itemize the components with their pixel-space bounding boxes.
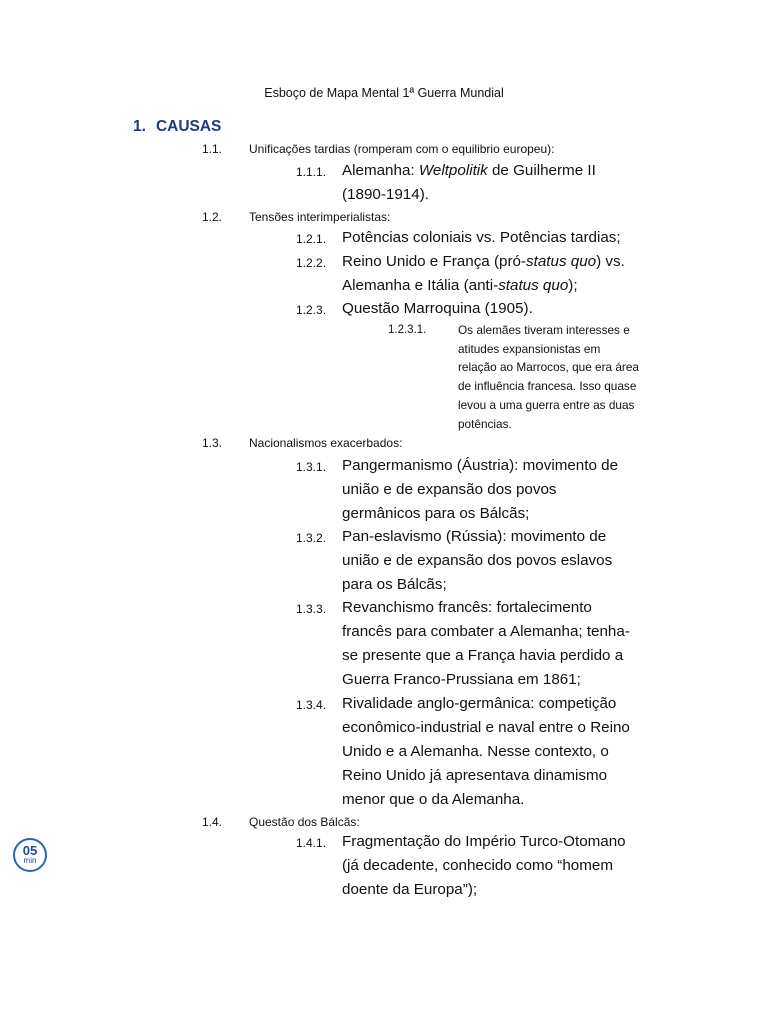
text-line: Fragmentação do Império Turco-Otomano: [342, 833, 626, 850]
text-line: Rivalidade anglo-germânica: competição: [342, 695, 617, 712]
subitem-text: [342, 250, 664, 298]
subsubitem-text: [458, 321, 663, 433]
text-italic: status quo: [498, 277, 569, 294]
subitem-text: Questão Marroquina (1905).: [342, 300, 533, 317]
text-line: germânicos para os Bálcãs;: [342, 505, 530, 522]
document-title: Esboço de Mapa Mental 1ª Guerra Mundial: [264, 86, 504, 100]
text-line: união e de expansão dos povos eslavos: [342, 552, 613, 569]
subitem-text: [342, 525, 664, 597]
text-line: Guerra Franco-Prussiana em 1861;: [342, 671, 581, 688]
item-label: Tensões interimperialistas:: [249, 210, 391, 224]
subitem-number: 1.3.3.: [296, 602, 327, 616]
text-line: Pan-eslavismo (Rússia): movimento de: [342, 528, 607, 545]
text-line: atitudes expansionistas em: [458, 341, 601, 356]
text-line: para os Bálcãs;: [342, 576, 447, 593]
text-segment: );: [568, 277, 578, 294]
text-italic: status quo: [526, 253, 597, 270]
subitem-text: [342, 692, 664, 812]
text-line: menor que o da Alemanha.: [342, 791, 525, 808]
text-line: doente da Europa”);: [342, 881, 478, 898]
text-line: se presente que a França havia perdido a: [342, 647, 624, 664]
subitem-number: 1.1.1.: [296, 165, 327, 179]
section-number: 1.: [133, 118, 146, 135]
reading-time-badge[interactable]: [13, 838, 47, 872]
item-number: 1.4.: [202, 815, 223, 829]
subitem-text: Potências coloniais vs. Potências tardias;: [342, 229, 621, 246]
subitem-text: [342, 159, 664, 207]
item-number: 1.2.: [202, 210, 223, 224]
text-line: Revanchismo francês: fortalecimento: [342, 599, 592, 616]
subitem-number: 1.3.2.: [296, 531, 327, 545]
text-line: Pangermanismo (Áustria): movimento de: [342, 457, 619, 474]
subsubitem-number: 1.2.3.1.: [388, 324, 427, 336]
section-heading: [133, 118, 221, 136]
text-italic: Weltpolitik: [418, 162, 488, 179]
subitem-text: [342, 596, 664, 692]
text-segment: ) vs.: [596, 253, 625, 270]
text-line: (1890-1914).: [342, 186, 429, 203]
text-line: (já decadente, conhecido como “homem: [342, 857, 613, 874]
text-line: Os alemães tiveram interesses e: [458, 323, 630, 337]
subitem-number: 1.4.1.: [296, 836, 327, 850]
text-line: relação ao Marrocos, que era área: [458, 360, 639, 375]
item-number: 1.1.: [202, 142, 223, 156]
subitem-number: 1.3.4.: [296, 698, 327, 712]
text-line: Reino Unido já apresentava dinamismo: [342, 767, 608, 784]
text-segment: Alemanha e Itália (anti-: [342, 277, 499, 294]
item-label: Unificações tardias (romperam com o equilibrio europeu):: [249, 142, 555, 156]
text-line: união e de expansão dos povos: [342, 481, 557, 498]
item-number: 1.3.: [202, 436, 223, 450]
text-line: potências.: [458, 416, 512, 431]
text-line: francês para combater a Alemanha; tenha-: [342, 623, 630, 640]
subitem-text: [342, 830, 664, 902]
item-label: Questão dos Bálcãs:: [249, 815, 360, 829]
text-line: de influência francesa. Isso quase: [458, 379, 637, 394]
badge-unit: min: [23, 856, 37, 865]
text-segment: Reino Unido e França (pró-: [342, 253, 527, 270]
subitem-number: 1.2.1.: [296, 232, 327, 246]
text-line: Unido e a Alemanha. Nesse contexto, o: [342, 743, 609, 760]
subitem-number: 1.2.3.: [296, 303, 327, 317]
section-label: CAUSAS: [155, 118, 222, 135]
text-line: levou a uma guerra entre as duas: [458, 397, 635, 412]
text-segment: de Guilherme II: [487, 162, 596, 179]
subitem-number: 1.2.2.: [296, 256, 327, 270]
subitem-number: 1.3.1.: [296, 460, 327, 474]
text-line: econômico-industrial e naval entre o Reino: [342, 719, 630, 736]
item-label: Nacionalismos exacerbados:: [249, 436, 403, 450]
badge-number: 05: [22, 843, 38, 858]
subitem-text: [342, 454, 664, 526]
text-segment: Alemanha:: [342, 162, 419, 179]
